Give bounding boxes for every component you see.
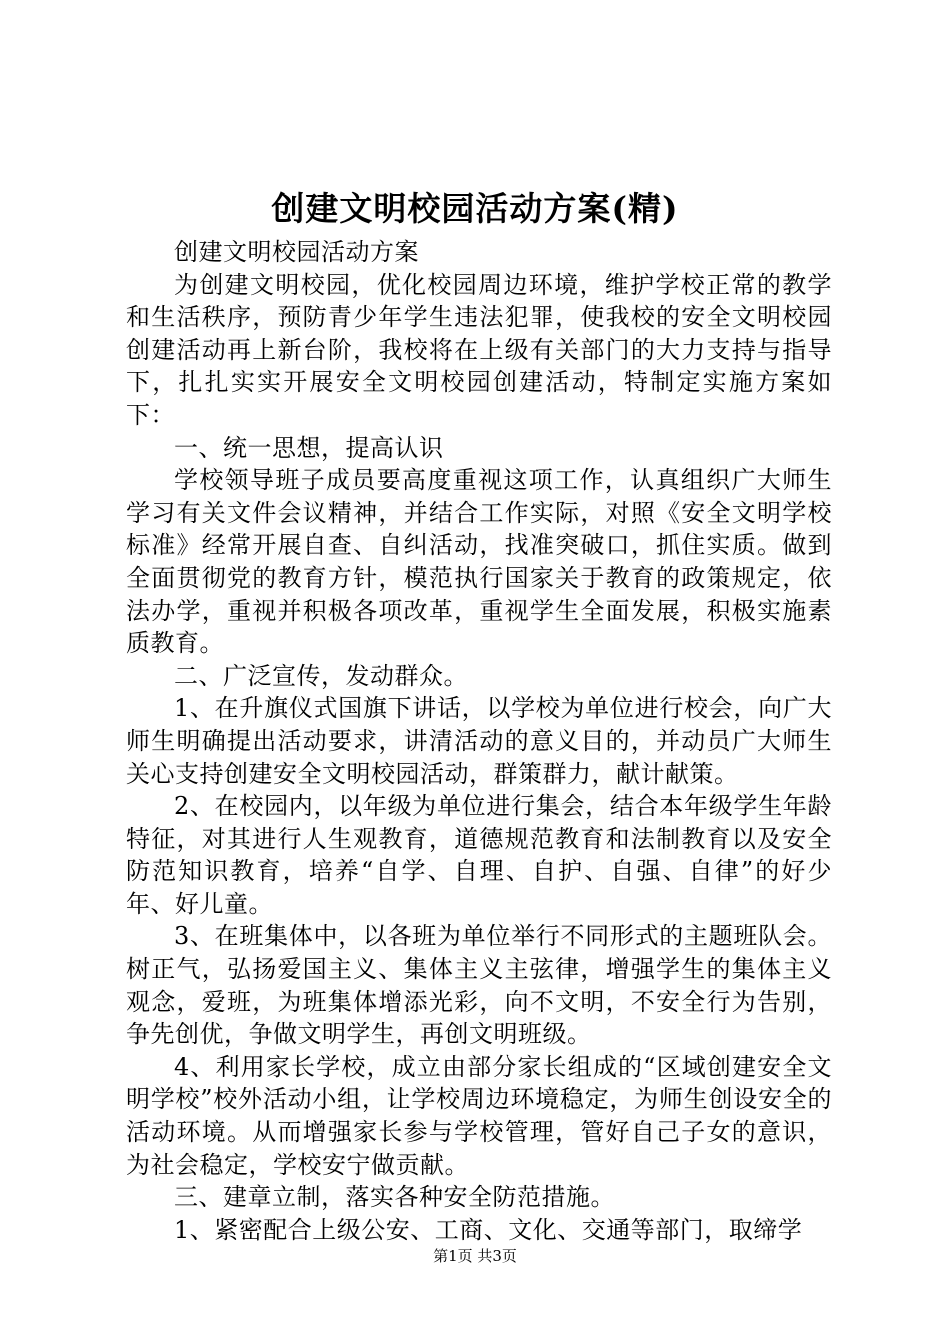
subtitle-paragraph: 创建文明校园活动方案 bbox=[174, 238, 419, 266]
list-item-paragraph: 2、在校园内，以年级为单位进行集会，结合本年级学生年龄特征，对其进行人生观教育，道德规范教育和法制教育以及安全防范知识教育，培养“自学、自理、自护、自强、自律”的好少年、好儿童。 bbox=[126, 792, 832, 918]
document-title: 创建文明校园活动方案(精) bbox=[271, 189, 679, 228]
list-item-paragraph: 4、利用家长学校，成立由部分家长组成的“区域创建安全文明学校”校外活动小组，让学校周边环境稳定，为师生创设安全的活动环境。从而增强家长参与学校管理，管好自己子女的意识，为社会稳定，学校安宁做贡献。 bbox=[126, 1052, 832, 1179]
document-body bbox=[126, 236, 832, 1246]
body-paragraph: 学校领导班子成员要高度重视这项工作，认真组织广大师生学习有关文件会议精神，并结合工作实际，对照《安全文明学校标准》经常开展自查、自纠活动，找准突破口，抓住实质。做到全面贯彻党的教育方针，模范执行国家关于教育的政策规定，依法办学，重视并积极各项改革，重视学生全面发展，积极实施素质教育。 bbox=[126, 466, 832, 658]
section-heading-1: 一、统一思想，提高认识 bbox=[174, 433, 444, 462]
section-heading-2: 二、广泛宣传，发动群众。 bbox=[174, 661, 468, 690]
list-item-paragraph: 1、紧密配合上级公安、工商、文化、交通等部门，取缔学 bbox=[174, 1215, 803, 1244]
list-item-paragraph: 3、在班集体中，以各班为单位举行不同形式的主题班队会。树正气，弘扬爱国主义、集体主义主弦律，增强学生的集体主义观念，爱班，为班集体增添光彩，向不文明，不安全行为告别，争先创优，争做文明学生，再创文明班级。 bbox=[126, 922, 832, 1049]
intro-paragraph: 为创建文明校园，优化校园周边环境，维护学校正常的教学和生活秩序，预防青少年学生违法犯罪，使我校的安全文明校园创建活动再上新台阶，我校将在上级有关部门的大力支持与指导下，扎扎实实开展安全文明校园创建活动，特制定实施方案如下： bbox=[126, 270, 832, 429]
list-item-paragraph: 1、在升旗仪式国旗下讲话，以学校为单位进行校会，向广大师生明确提出活动要求，讲清活动的意义目的，并动员广大师生关心支持创建安全文明校园活动，群策群力，献计献策。 bbox=[126, 694, 832, 788]
section-heading-3: 三、建章立制，落实各种安全防范措施。 bbox=[174, 1183, 615, 1212]
page-footer: 第1页 共3页 bbox=[433, 1247, 517, 1265]
